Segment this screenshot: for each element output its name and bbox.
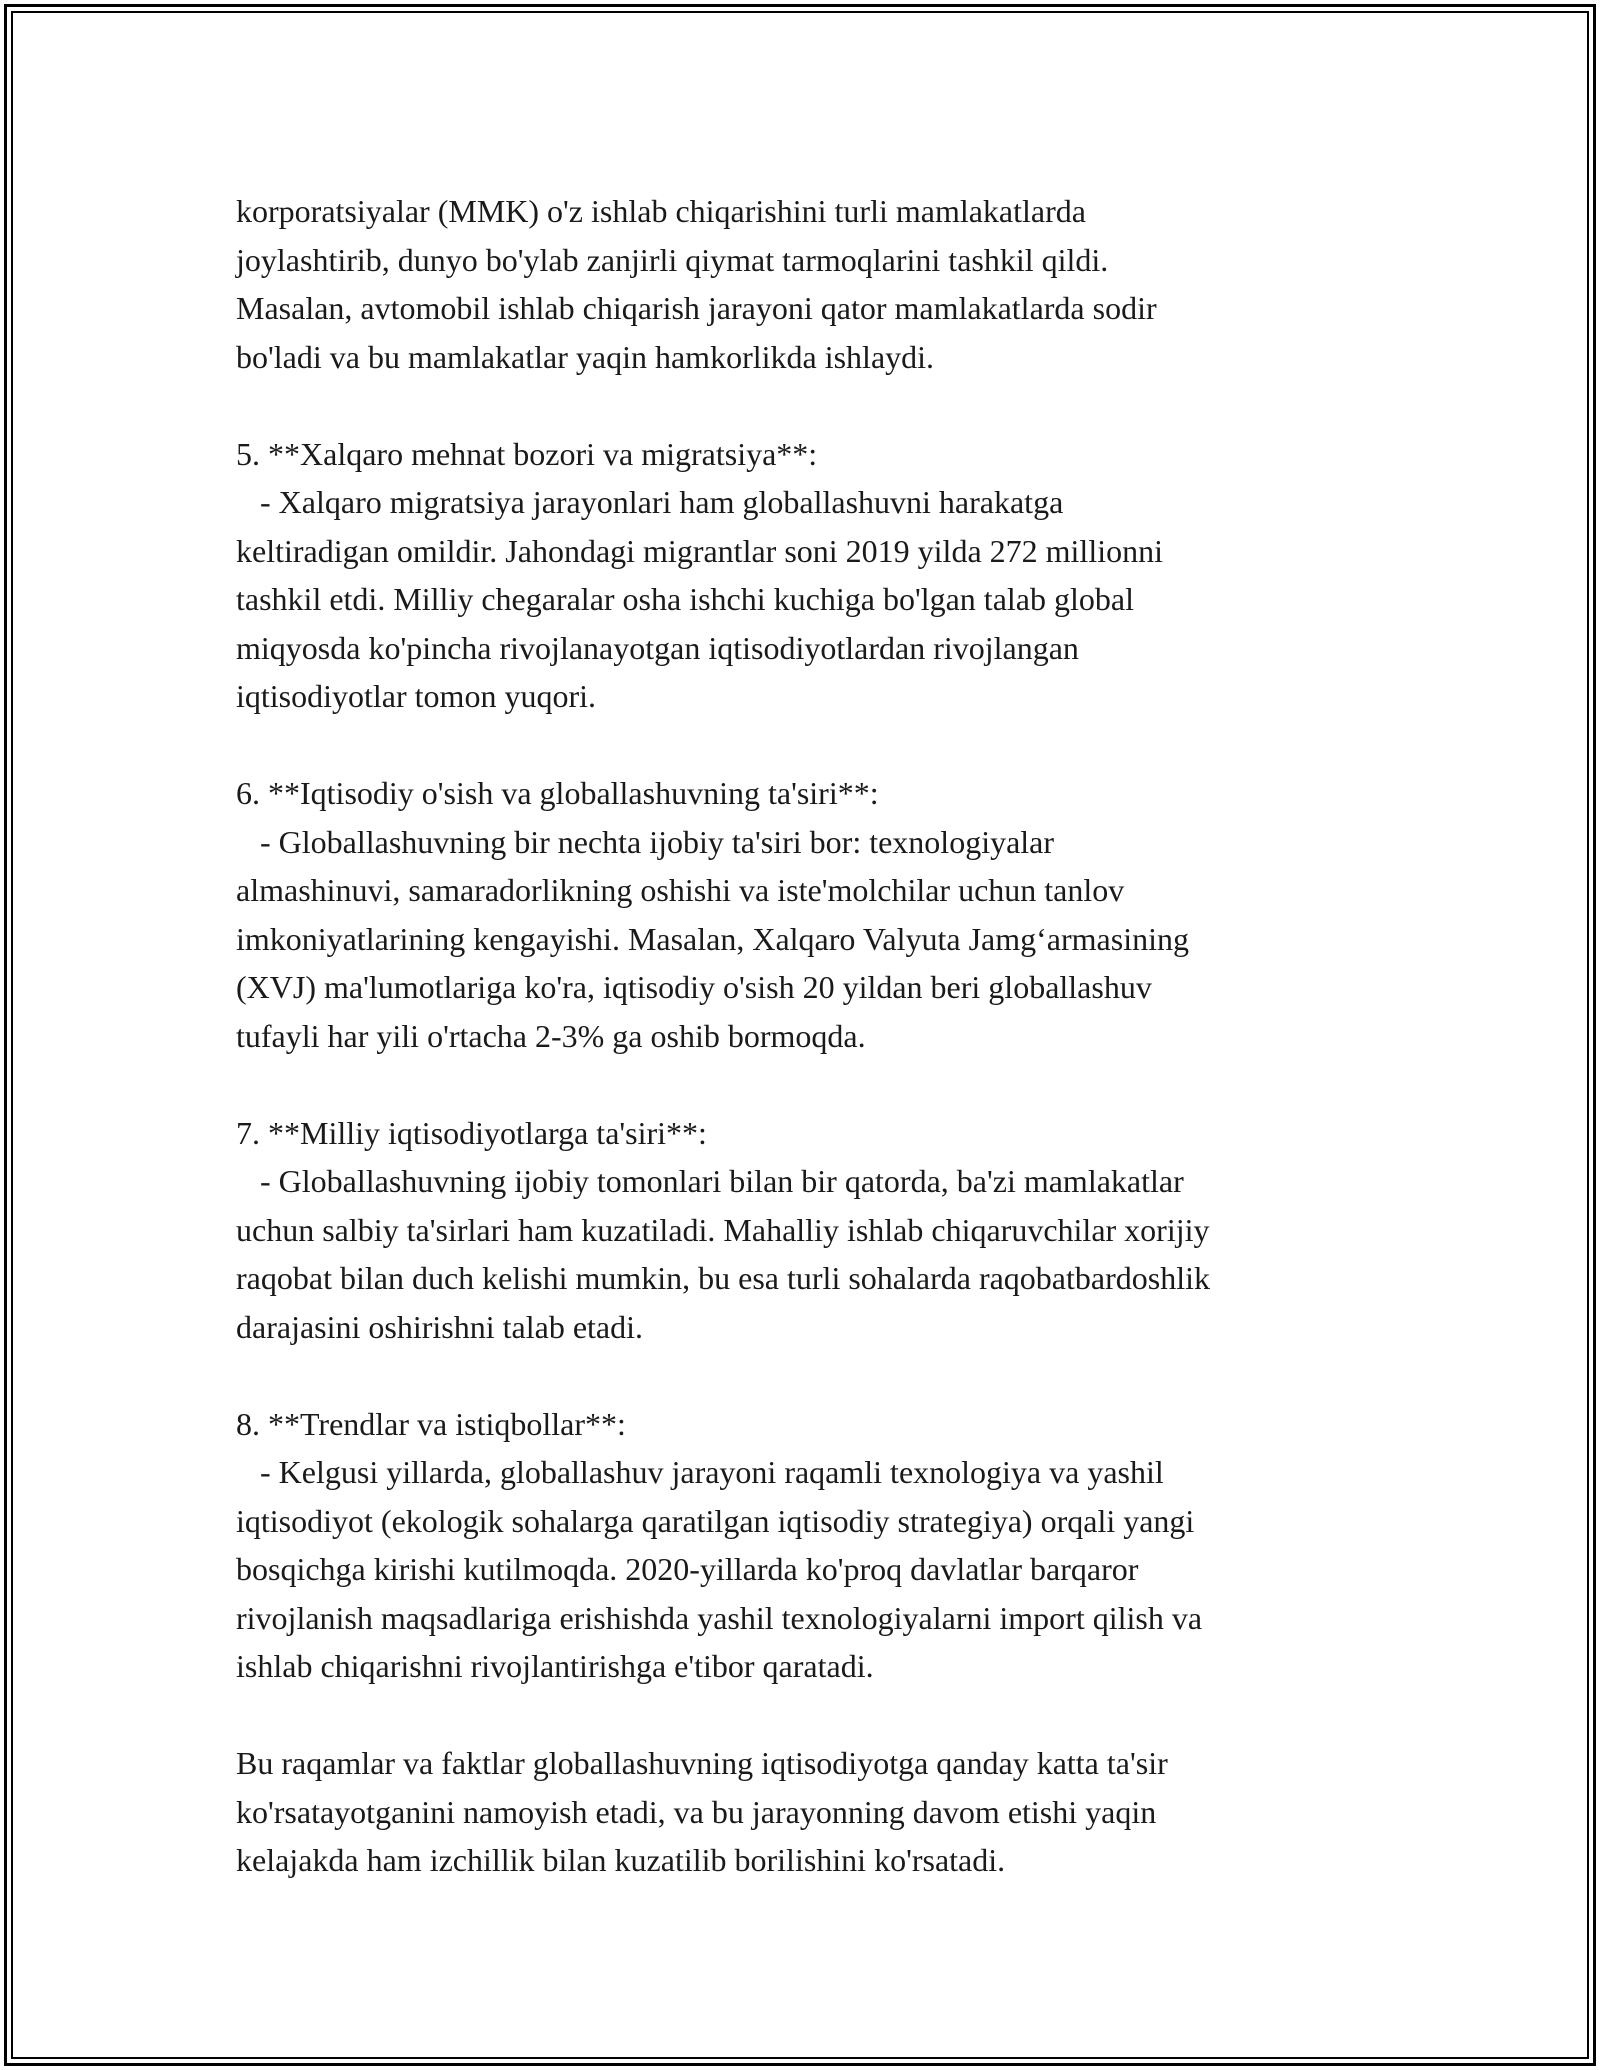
paragraph-spacer bbox=[236, 1060, 1376, 1109]
section-5-heading: 5. **Xalqaro mehnat bozori va migratsiya**: bbox=[236, 435, 818, 472]
document-body bbox=[236, 187, 1376, 1885]
section-6-text: - Globallashuvning bir nechta ijobiy ta'siri bor: texnologiyalar almashinuvi, samaradorlikning oshishi va iste'molchilar uchun tanlov imkoniyatlarining kengayishi. Masalan, Xalqaro Valyuta Jamg‘armasining (XVJ) ma'lumotlariga ko'ra, iqtisodiy o'sish 20 yildan beri globallashuv tufayli har yili o'rtacha 2-3% ga oshib bormoqda. bbox=[236, 823, 1189, 1054]
paragraph-spacer bbox=[236, 1691, 1376, 1740]
intro-paragraph: korporatsiyalar (MMK) o'z ishlab chiqarishini turli mamlakatlarda joylashtirib, dunyo bo'ylab zanjirli qiymat tarmoqlarini tashkil qildi. Masalan, avtomobil ishlab chiqarish jarayoni qator mamlakatlarda sodir bo'ladi va bu mamlakatlar yaqin hamkorlikda ishlaydi. bbox=[236, 193, 1157, 375]
paragraph-spacer bbox=[236, 381, 1376, 430]
section-8-text: - Kelgusi yillarda, globallashuv jarayoni raqamli texnologiya va yashil iqtisodiyot (ekologik sohalarga qaratilgan iqtisodiy strategiya) orqali yangi bosqichga kirishi kutilmoqda. 2020-yillarda ko'proq davlatlar barqaror rivojlanish maqsadlariga erishishda yashil texnologiyalarni import qilish va ishlab chiqarishni rivojlantirishga e'tibor qaratadi. bbox=[236, 1454, 1203, 1684]
section-5-text: - Xalqaro migratsiya jarayonlari ham globallashuvni harakatga keltiradigan omildir. Jahondagi migrantlar soni 2019 yilda 272 millionni tashkil etdi. Milliy chegaralar osha ishchi kuchiga bo'lgan talab global miqyosda ko'pincha rivojlanayotgan iqtisodiyotlardan rivojlangan iqtisodiyotlar tomon yuqori. bbox=[236, 484, 1163, 714]
section-8-heading: 8. **Trendlar va istiqbollar**: bbox=[236, 1405, 626, 1442]
conclusion-paragraph: Bu raqamlar va faktlar globallashuvning iqtisodiyotga qanday katta ta'sir ko'rsatayotganini namoyish etadi, va bu jarayonning davom etishi yaqin kelajakda ham izchillik bilan kuzatilib borilishini ko'rsatadi. bbox=[236, 1745, 1168, 1878]
section-7-heading: 7. **Milliy iqtisodiyotlarga ta'siri**: bbox=[236, 1114, 707, 1151]
paragraph-spacer bbox=[236, 1351, 1376, 1400]
section-6-heading: 6. **Iqtisodiy o'sish va globallashuvning ta'siri**: bbox=[236, 775, 879, 811]
paragraph-spacer bbox=[236, 721, 1376, 770]
section-7-text: - Globallashuvning ijobiy tomonlari bilan bir qatorda, ba'zi mamlakatlar uchun salbiy ta'sirlari ham kuzatiladi. Mahalliy ishlab chiqaruvchilar xorijiy raqobat bilan duch kelishi mumkin, bu esa turli sohalarda raqobatbardoshlik darajasini oshirishni talab etadi. bbox=[236, 1163, 1210, 1345]
